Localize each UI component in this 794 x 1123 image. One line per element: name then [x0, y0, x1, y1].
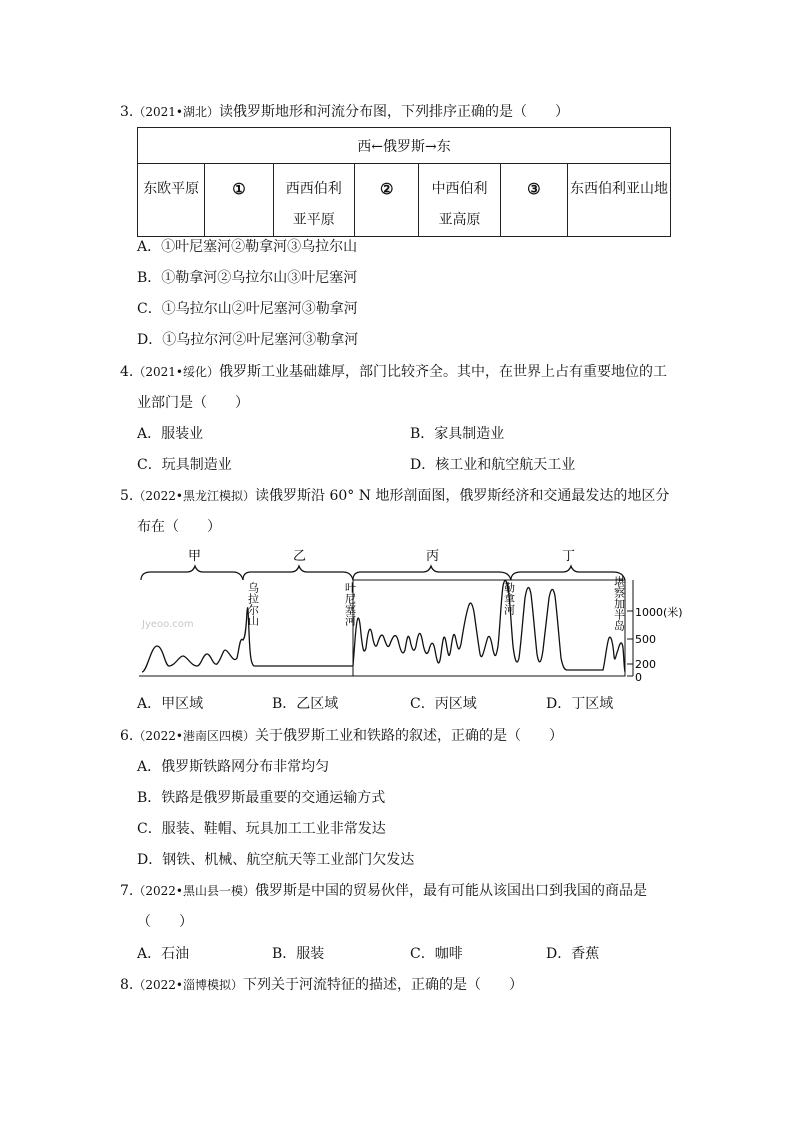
question-text: 俄罗斯是中国的贸易伙伴，最有可能从该国出口到我国的商品是: [255, 883, 647, 899]
question-number: 8: [120, 977, 129, 993]
y-tick-label: 200: [635, 658, 656, 671]
y-axis: [627, 580, 633, 676]
option-b[interactable]: B．家具制造业: [410, 426, 505, 442]
region-label: 丙: [426, 549, 440, 564]
option-c[interactable]: C．服装、鞋帽、玩具加工工业非常发达: [137, 821, 386, 837]
y-tick-label: 0: [635, 671, 642, 684]
question-number: 7: [120, 883, 129, 899]
feature-labels: [247, 575, 626, 631]
question-source: （2021•绥化）: [133, 365, 219, 379]
question-text: 读俄罗斯地形和河流分布图，下列排序正确的是（ ）: [219, 104, 569, 120]
question-source: （2022•黑龙江模拟）: [133, 489, 255, 503]
question-text-cont: （ ）: [137, 914, 193, 930]
option-d[interactable]: D．核工业和航空航天工业: [410, 457, 576, 473]
option-a[interactable]: A．俄罗斯铁路网分布非常均匀: [137, 759, 330, 775]
question-text: 下列关于河流特征的描述，正确的是（ ）: [243, 977, 523, 993]
question-text-cont: 业部门是（ ）: [137, 395, 249, 411]
option-d[interactable]: D．香蕉: [546, 946, 600, 962]
option-b[interactable]: B．服装: [272, 946, 325, 962]
question-4-stem: 4.（2021•绥化）俄罗斯工业基础雄厚，部门比较齐全。其中，在世界上占有重要地位的工: [120, 364, 667, 380]
question-source: （2021•湖北）: [133, 105, 219, 119]
table-cell: ①: [205, 164, 273, 237]
table-cell: ③: [500, 164, 567, 237]
terrain-order-table: [137, 127, 671, 237]
watermark-text: Jyeoo.com: [142, 619, 194, 630]
question-text: 关于俄罗斯工业和铁路的叙述，正确的是（ ）: [255, 728, 563, 744]
terrain-profile-figure: [137, 546, 683, 686]
question-3-stem: 3.（2021•湖北）读俄罗斯地形和河流分布图，下列排序正确的是（ ）: [120, 104, 569, 120]
option-c[interactable]: C．咖啡: [410, 946, 463, 962]
feature-label: 勒拿河: [502, 582, 516, 615]
question-text: 俄罗斯工业基础雄厚，部门比较齐全。其中，在世界上占有重要地位的工: [219, 364, 667, 380]
question-7-stem: 7.（2022•黑山县一模）俄罗斯是中国的贸易伙伴，最有可能从该国出口到我国的商品是: [120, 883, 647, 899]
question-number: 6: [120, 728, 129, 744]
option-a[interactable]: A．甲区域: [137, 696, 204, 712]
table-cell: ②: [354, 164, 419, 237]
question-5-stem: 5.（2022•黑龙江模拟）读俄罗斯沿 60° N 地形剖面图，俄罗斯经济和交通最发达的地区分: [120, 488, 670, 504]
region-label: 乙: [293, 549, 307, 564]
option-c[interactable]: C．丙区域: [410, 696, 477, 712]
feature-label: 叶尼塞河: [343, 582, 357, 626]
option-a[interactable]: A．服装业: [137, 426, 204, 442]
region-label: 甲: [188, 549, 202, 564]
question-source: （2022•黑山县一模）: [133, 884, 255, 898]
option-b[interactable]: B．乙区域: [272, 696, 339, 712]
option-c[interactable]: C．①乌拉尔山②叶尼塞河③勒拿河: [137, 301, 358, 317]
table-cell: 东西伯利亚山地: [568, 164, 671, 237]
terrain-profile-line: [139, 580, 625, 676]
option-d[interactable]: D．钢铁、机械、航空航天等工业部门欠发达: [137, 852, 415, 868]
option-a[interactable]: A．石油: [137, 946, 190, 962]
option-a[interactable]: A．①叶尼塞河②勒拿河③乌拉尔山: [137, 239, 358, 255]
region-braces: [141, 566, 625, 580]
option-c[interactable]: C．玩具制造业: [137, 457, 232, 473]
region-label: 丁: [562, 549, 576, 564]
table-cell: 西西伯利亚平原: [273, 164, 354, 237]
option-d[interactable]: D．丁区域: [546, 696, 614, 712]
option-b[interactable]: B．铁路是俄罗斯最重要的交通运输方式: [137, 790, 386, 806]
table-cell: 中西伯利亚高原: [419, 164, 500, 237]
option-b[interactable]: B．①勒拿河②乌拉尔山③叶尼塞河: [137, 270, 358, 286]
question-number: 4: [120, 364, 129, 380]
question-number: 3: [120, 104, 129, 120]
question-text: 读俄罗斯沿 60° N 地形剖面图，俄罗斯经济和交通最发达的地区分: [255, 488, 670, 504]
question-source: （2022•港南区四模）: [133, 729, 255, 743]
table-header: 西←俄罗斯→东: [138, 128, 671, 164]
question-number: 5: [120, 488, 129, 504]
feature-label: 乌拉尔山: [246, 582, 260, 626]
question-8-stem: 8.（2022•淄博模拟）下列关于河流特征的描述，正确的是（ ）: [120, 977, 523, 993]
table-cell: 东欧平原: [138, 164, 205, 237]
y-tick-label: 500: [635, 633, 656, 646]
question-text-cont: 布在（ ）: [137, 519, 221, 535]
question-source: （2022•淄博模拟）: [133, 978, 243, 992]
feature-label: 堪察加半岛: [612, 576, 626, 631]
option-d[interactable]: D．①乌拉尔河②叶尼塞河③勒拿河: [137, 332, 359, 348]
y-tick-label: 1000(米): [635, 606, 683, 619]
question-6-stem: 6.（2022•港南区四模）关于俄罗斯工业和铁路的叙述，正确的是（ ）: [120, 728, 563, 744]
